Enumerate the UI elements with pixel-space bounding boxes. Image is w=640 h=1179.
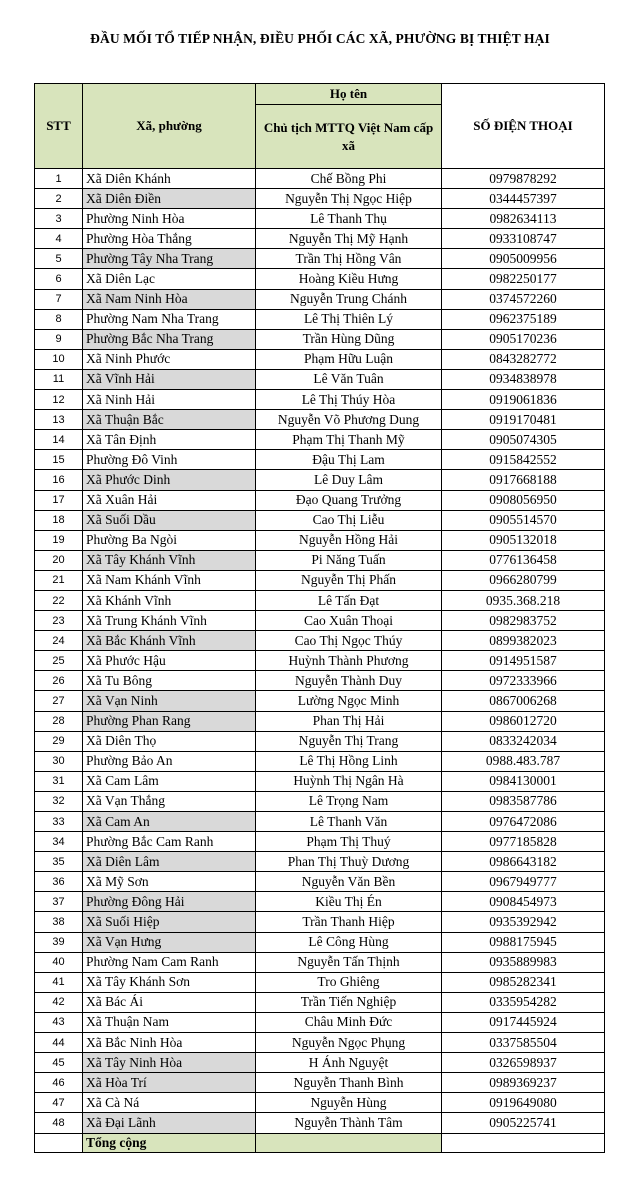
- stt-cell: 43: [35, 1012, 83, 1032]
- chu-tich-name-cell: Lê Thanh Văn: [256, 812, 442, 832]
- phone-number-cell: 0919061836: [442, 390, 605, 410]
- table-row: [35, 349, 605, 369]
- chu-tich-name-cell: Kiều Thị Én: [256, 892, 442, 912]
- table-row: [35, 731, 605, 751]
- xa-phuong-cell: Phường Đông Hải: [83, 892, 256, 912]
- chu-tich-name-cell: Tro Ghiêng: [256, 972, 442, 992]
- chu-tich-name-cell: Trần Thị Hồng Vân: [256, 249, 442, 269]
- phone-number-cell: 0917668188: [442, 470, 605, 490]
- xa-phuong-cell: Phường Bắc Cam Ranh: [83, 832, 256, 852]
- chu-tich-name-cell: Huỳnh Thị Ngân Hà: [256, 771, 442, 791]
- xa-phuong-cell: Xã Nam Khánh Vĩnh: [83, 570, 256, 590]
- table-row: [35, 611, 605, 631]
- table-row: [35, 430, 605, 450]
- phone-number-cell: 0962375189: [442, 309, 605, 329]
- phone-number-cell: 0867006268: [442, 691, 605, 711]
- xa-phuong-cell: Xã Tây Khánh Vĩnh: [83, 550, 256, 570]
- xa-phuong-cell: Phường Hòa Thắng: [83, 229, 256, 249]
- stt-cell: 27: [35, 691, 83, 711]
- phone-number-cell: 0983587786: [442, 791, 605, 811]
- table-row: [35, 691, 605, 711]
- chu-tich-name-cell: Cao Thị Ngọc Thúy: [256, 631, 442, 651]
- chu-tich-name-cell: Phan Thị Hải: [256, 711, 442, 731]
- xa-phuong-cell: Phường Bắc Nha Trang: [83, 329, 256, 349]
- phone-number-cell: 0988.483.787: [442, 751, 605, 771]
- phone-number-cell: 0982250177: [442, 269, 605, 289]
- phone-number-cell: 0919649080: [442, 1093, 605, 1113]
- chu-tich-name-cell: Nguyễn Thị Mỹ Hạnh: [256, 229, 442, 249]
- chu-tich-name-cell: Lê Thị Thiên Lý: [256, 309, 442, 329]
- stt-cell: 2: [35, 189, 83, 209]
- chu-tich-name-cell: Hoàng Kiều Hưng: [256, 269, 442, 289]
- phone-number-cell: 0905074305: [442, 430, 605, 450]
- chu-tich-name-cell: Lường Ngọc Minh: [256, 691, 442, 711]
- phone-number-cell: 0374572260: [442, 289, 605, 309]
- xa-phuong-cell: Xã Tu Bông: [83, 671, 256, 691]
- table-row: [35, 631, 605, 651]
- table-row: [35, 169, 605, 189]
- xa-phuong-cell: Xã Hòa Trí: [83, 1073, 256, 1093]
- phone-number-cell: 0933108747: [442, 229, 605, 249]
- chu-tich-name-cell: Đạo Quang Trưởng: [256, 490, 442, 510]
- xa-phuong-cell: Xã Diên Thọ: [83, 731, 256, 751]
- xa-phuong-cell: Xã Trung Khánh Vĩnh: [83, 611, 256, 631]
- stt-cell: 32: [35, 791, 83, 811]
- chu-tich-name-cell: Phạm Thị Thanh Mỹ: [256, 430, 442, 450]
- table-row: [35, 1033, 605, 1053]
- chu-tich-name-cell: Nguyễn Thành Tâm: [256, 1113, 442, 1133]
- phone-number-cell: 0985282341: [442, 972, 605, 992]
- stt-cell: 19: [35, 530, 83, 550]
- table-row: [35, 470, 605, 490]
- stt-cell: 36: [35, 872, 83, 892]
- contact-table: [34, 83, 605, 1153]
- stt-cell: 10: [35, 349, 83, 369]
- stt-cell: 11: [35, 369, 83, 389]
- stt-cell: 4: [35, 229, 83, 249]
- xa-phuong-cell: Xã Diên Lạc: [83, 269, 256, 289]
- phone-number-cell: 0935392942: [442, 912, 605, 932]
- phone-number-cell: 0988175945: [442, 932, 605, 952]
- table-body: [35, 169, 605, 1134]
- xa-phuong-cell: Phường Nam Nha Trang: [83, 309, 256, 329]
- xa-phuong-cell: Xã Diên Khánh: [83, 169, 256, 189]
- chu-tich-name-cell: Nguyễn Võ Phương Dung: [256, 410, 442, 430]
- xa-phuong-cell: Xã Tây Khánh Sơn: [83, 972, 256, 992]
- chu-tich-name-cell: Phạm Thị Thuý: [256, 832, 442, 852]
- chu-tich-name-cell: Lê Trọng Nam: [256, 791, 442, 811]
- xa-phuong-cell: Phường Đô Vinh: [83, 450, 256, 470]
- stt-cell: 7: [35, 289, 83, 309]
- stt-cell: 46: [35, 1073, 83, 1093]
- stt-cell: 18: [35, 510, 83, 530]
- stt-cell: 35: [35, 852, 83, 872]
- table-row: [35, 671, 605, 691]
- stt-cell: 22: [35, 590, 83, 610]
- chu-tich-name-cell: Cao Thị Liễu: [256, 510, 442, 530]
- xa-phuong-cell: Xã Cam An: [83, 812, 256, 832]
- table-row: [35, 992, 605, 1012]
- table-row: [35, 410, 605, 430]
- stt-cell: 16: [35, 470, 83, 490]
- chu-tich-name-cell: Lê Văn Tuân: [256, 369, 442, 389]
- xa-phuong-cell: Phường Tây Nha Trang: [83, 249, 256, 269]
- xa-phuong-cell: Xã Ninh Phước: [83, 349, 256, 369]
- table-row: [35, 530, 605, 550]
- stt-cell: 1: [35, 169, 83, 189]
- xa-phuong-cell: Xã Phước Dinh: [83, 470, 256, 490]
- stt-cell: 12: [35, 390, 83, 410]
- table-row: [35, 812, 605, 832]
- table-row: [35, 209, 605, 229]
- table-row: [35, 711, 605, 731]
- stt-cell: 5: [35, 249, 83, 269]
- xa-phuong-cell: Xã Vạn Thắng: [83, 791, 256, 811]
- xa-phuong-cell: Xã Đại Lãnh: [83, 1113, 256, 1133]
- xa-phuong-cell: Phường Ninh Hòa: [83, 209, 256, 229]
- header-ho-ten: Họ tên: [256, 84, 442, 105]
- xa-phuong-cell: Xã Khánh Vĩnh: [83, 590, 256, 610]
- xa-phuong-cell: Phường Bảo An: [83, 751, 256, 771]
- phone-number-cell: 0776136458: [442, 550, 605, 570]
- table-row: [35, 1093, 605, 1113]
- chu-tich-name-cell: Cao Xuân Thoại: [256, 611, 442, 631]
- total-name-cell: [256, 1133, 442, 1152]
- phone-number-cell: 0982983752: [442, 611, 605, 631]
- phone-number-cell: 0344457397: [442, 189, 605, 209]
- table-row: [35, 872, 605, 892]
- chu-tich-name-cell: Nguyễn Hùng: [256, 1093, 442, 1113]
- phone-number-cell: 0986643182: [442, 852, 605, 872]
- stt-cell: 23: [35, 611, 83, 631]
- chu-tich-name-cell: Phạm Hữu Luận: [256, 349, 442, 369]
- chu-tich-name-cell: Nguyễn Thị Phấn: [256, 570, 442, 590]
- phone-number-cell: 0905132018: [442, 530, 605, 550]
- table-row: [35, 1073, 605, 1093]
- table-row: [35, 1113, 605, 1133]
- chu-tich-name-cell: Pi Năng Tuấn: [256, 550, 442, 570]
- phone-number-cell: 0984130001: [442, 771, 605, 791]
- xa-phuong-cell: Xã Suối Dầu: [83, 510, 256, 530]
- chu-tich-name-cell: Nguyễn Thanh Bình: [256, 1073, 442, 1093]
- xa-phuong-cell: Xã Suối Hiệp: [83, 912, 256, 932]
- chu-tich-name-cell: Nguyễn Tấn Thịnh: [256, 952, 442, 972]
- total-row: [35, 1133, 605, 1152]
- phone-number-cell: 0935.368.218: [442, 590, 605, 610]
- stt-cell: 6: [35, 269, 83, 289]
- stt-cell: 34: [35, 832, 83, 852]
- stt-cell: 24: [35, 631, 83, 651]
- chu-tich-name-cell: Nguyễn Thành Duy: [256, 671, 442, 691]
- table-row: [35, 852, 605, 872]
- chu-tich-name-cell: Đậu Thị Lam: [256, 450, 442, 470]
- header-stt: STT: [35, 84, 83, 169]
- table-row: [35, 229, 605, 249]
- phone-number-cell: 0908454973: [442, 892, 605, 912]
- table-row: [35, 651, 605, 671]
- chu-tich-name-cell: Lê Công Hùng: [256, 932, 442, 952]
- chu-tich-name-cell: Nguyễn Thị Ngọc Hiệp: [256, 189, 442, 209]
- total-label: Tổng cộng: [83, 1133, 256, 1152]
- chu-tich-name-cell: Nguyễn Trung Chánh: [256, 289, 442, 309]
- phone-number-cell: 0905514570: [442, 510, 605, 530]
- table-row: [35, 912, 605, 932]
- phone-number-cell: 0977185828: [442, 832, 605, 852]
- phone-number-cell: 0966280799: [442, 570, 605, 590]
- phone-number-cell: 0979878292: [442, 169, 605, 189]
- stt-cell: 9: [35, 329, 83, 349]
- stt-cell: 47: [35, 1093, 83, 1113]
- chu-tich-name-cell: Lê Duy Lâm: [256, 470, 442, 490]
- chu-tich-name-cell: H Ánh Nguyệt: [256, 1053, 442, 1073]
- table-row: [35, 309, 605, 329]
- stt-cell: 14: [35, 430, 83, 450]
- stt-cell: 37: [35, 892, 83, 912]
- table-row: [35, 390, 605, 410]
- table-row: [35, 249, 605, 269]
- stt-cell: 33: [35, 812, 83, 832]
- xa-phuong-cell: Xã Phước Hậu: [83, 651, 256, 671]
- phone-number-cell: 0917445924: [442, 1012, 605, 1032]
- table-row: [35, 791, 605, 811]
- stt-cell: 21: [35, 570, 83, 590]
- stt-cell: 8: [35, 309, 83, 329]
- table-row: [35, 329, 605, 349]
- phone-number-cell: 0843282772: [442, 349, 605, 369]
- table-row: [35, 590, 605, 610]
- stt-cell: 42: [35, 992, 83, 1012]
- xa-phuong-cell: Xã Thuận Bắc: [83, 410, 256, 430]
- xa-phuong-cell: Xã Mỹ Sơn: [83, 872, 256, 892]
- phone-number-cell: 0934838978: [442, 369, 605, 389]
- table-row: [35, 550, 605, 570]
- xa-phuong-cell: Xã Diên Lâm: [83, 852, 256, 872]
- chu-tich-name-cell: Huỳnh Thành Phương: [256, 651, 442, 671]
- chu-tich-name-cell: Trần Thanh Hiệp: [256, 912, 442, 932]
- stt-cell: 45: [35, 1053, 83, 1073]
- chu-tich-name-cell: Lê Thị Hồng Linh: [256, 751, 442, 771]
- table-row: [35, 269, 605, 289]
- stt-cell: 20: [35, 550, 83, 570]
- phone-number-cell: 0905225741: [442, 1113, 605, 1133]
- stt-cell: 29: [35, 731, 83, 751]
- table-row: [35, 952, 605, 972]
- phone-number-cell: 0914951587: [442, 651, 605, 671]
- stt-cell: 41: [35, 972, 83, 992]
- xa-phuong-cell: Xã Diên Điền: [83, 189, 256, 209]
- table-row: [35, 832, 605, 852]
- table-row: [35, 570, 605, 590]
- xa-phuong-cell: Xã Thuận Nam: [83, 1012, 256, 1032]
- phone-number-cell: 0326598937: [442, 1053, 605, 1073]
- table-row: [35, 932, 605, 952]
- xa-phuong-cell: Phường Nam Cam Ranh: [83, 952, 256, 972]
- phone-number-cell: 0905170236: [442, 329, 605, 349]
- header-chu-tich: Chủ tịch MTTQ Việt Nam cấp xã: [256, 105, 442, 169]
- header-so-dien-thoai: SỐ ĐIỆN THOẠI: [442, 84, 605, 169]
- phone-number-cell: 0337585504: [442, 1033, 605, 1053]
- phone-number-cell: 0976472086: [442, 812, 605, 832]
- phone-number-cell: 0899382023: [442, 631, 605, 651]
- phone-number-cell: 0935889983: [442, 952, 605, 972]
- stt-cell: 44: [35, 1033, 83, 1053]
- xa-phuong-cell: Phường Phan Rang: [83, 711, 256, 731]
- table-row: [35, 450, 605, 470]
- chu-tich-name-cell: Lê Tấn Đạt: [256, 590, 442, 610]
- phone-number-cell: 0972333966: [442, 671, 605, 691]
- phone-number-cell: 0905009956: [442, 249, 605, 269]
- stt-cell: 40: [35, 952, 83, 972]
- chu-tich-name-cell: Chế Bồng Phi: [256, 169, 442, 189]
- chu-tich-name-cell: Nguyễn Văn Bền: [256, 872, 442, 892]
- xa-phuong-cell: Xã Vạn Hưng: [83, 932, 256, 952]
- document-title: ĐẦU MỐI TỔ TIẾP NHẬN, ĐIỀU PHỐI CÁC XÃ, PHƯỜNG BỊ THIỆT HẠI: [90, 31, 550, 46]
- table-row: [35, 1053, 605, 1073]
- xa-phuong-cell: Xã Tây Ninh Hòa: [83, 1053, 256, 1073]
- phone-number-cell: 0967949777: [442, 872, 605, 892]
- phone-number-cell: 0908056950: [442, 490, 605, 510]
- stt-cell: 48: [35, 1113, 83, 1133]
- phone-number-cell: 0915842552: [442, 450, 605, 470]
- chu-tich-name-cell: Nguyễn Ngọc Phụng: [256, 1033, 442, 1053]
- stt-cell: 30: [35, 751, 83, 771]
- xa-phuong-cell: Xã Ninh Hải: [83, 390, 256, 410]
- chu-tich-name-cell: Châu Minh Đức: [256, 1012, 442, 1032]
- table-row: [35, 892, 605, 912]
- total-stt-cell: [35, 1133, 83, 1152]
- xa-phuong-cell: Xã Vĩnh Hải: [83, 369, 256, 389]
- xa-phuong-cell: Xã Vạn Ninh: [83, 691, 256, 711]
- chu-tich-name-cell: Lê Thanh Thụ: [256, 209, 442, 229]
- xa-phuong-cell: Xã Tân Định: [83, 430, 256, 450]
- stt-cell: 31: [35, 771, 83, 791]
- chu-tich-name-cell: Trần Hùng Dũng: [256, 329, 442, 349]
- chu-tich-name-cell: Trần Tiến Nghiệp: [256, 992, 442, 1012]
- table-row: [35, 510, 605, 530]
- stt-cell: 13: [35, 410, 83, 430]
- xa-phuong-cell: Xã Bác Ái: [83, 992, 256, 1012]
- phone-number-cell: 0986012720: [442, 711, 605, 731]
- chu-tich-name-cell: Nguyễn Hồng Hải: [256, 530, 442, 550]
- phone-number-cell: 0919170481: [442, 410, 605, 430]
- phone-number-cell: 0989369237: [442, 1073, 605, 1093]
- table-row: [35, 771, 605, 791]
- xa-phuong-cell: Xã Nam Ninh Hòa: [83, 289, 256, 309]
- xa-phuong-cell: Xã Bắc Khánh Vĩnh: [83, 631, 256, 651]
- table-row: [35, 751, 605, 771]
- phone-number-cell: 0335954282: [442, 992, 605, 1012]
- stt-cell: 15: [35, 450, 83, 470]
- stt-cell: 3: [35, 209, 83, 229]
- xa-phuong-cell: Xã Cam Lâm: [83, 771, 256, 791]
- xa-phuong-cell: Xã Xuân Hải: [83, 490, 256, 510]
- stt-cell: 26: [35, 671, 83, 691]
- table-row: [35, 1012, 605, 1032]
- table-row: [35, 369, 605, 389]
- table-row: [35, 189, 605, 209]
- chu-tich-name-cell: Nguyễn Thị Trang: [256, 731, 442, 751]
- header-xa-phuong: Xã, phường: [83, 84, 256, 169]
- xa-phuong-cell: Xã Bắc Ninh Hòa: [83, 1033, 256, 1053]
- chu-tich-name-cell: Phan Thị Thuỳ Dương: [256, 852, 442, 872]
- table-row: [35, 289, 605, 309]
- chu-tich-name-cell: Lê Thị Thúy Hòa: [256, 390, 442, 410]
- total-phone-cell: [442, 1133, 605, 1152]
- phone-number-cell: 0982634113: [442, 209, 605, 229]
- xa-phuong-cell: Phường Ba Ngòi: [83, 530, 256, 550]
- table-row: [35, 490, 605, 510]
- stt-cell: 38: [35, 912, 83, 932]
- phone-number-cell: 0833242034: [442, 731, 605, 751]
- table-row: [35, 972, 605, 992]
- stt-cell: 28: [35, 711, 83, 731]
- stt-cell: 17: [35, 490, 83, 510]
- stt-cell: 39: [35, 932, 83, 952]
- stt-cell: 25: [35, 651, 83, 671]
- xa-phuong-cell: Xã Cà Ná: [83, 1093, 256, 1113]
